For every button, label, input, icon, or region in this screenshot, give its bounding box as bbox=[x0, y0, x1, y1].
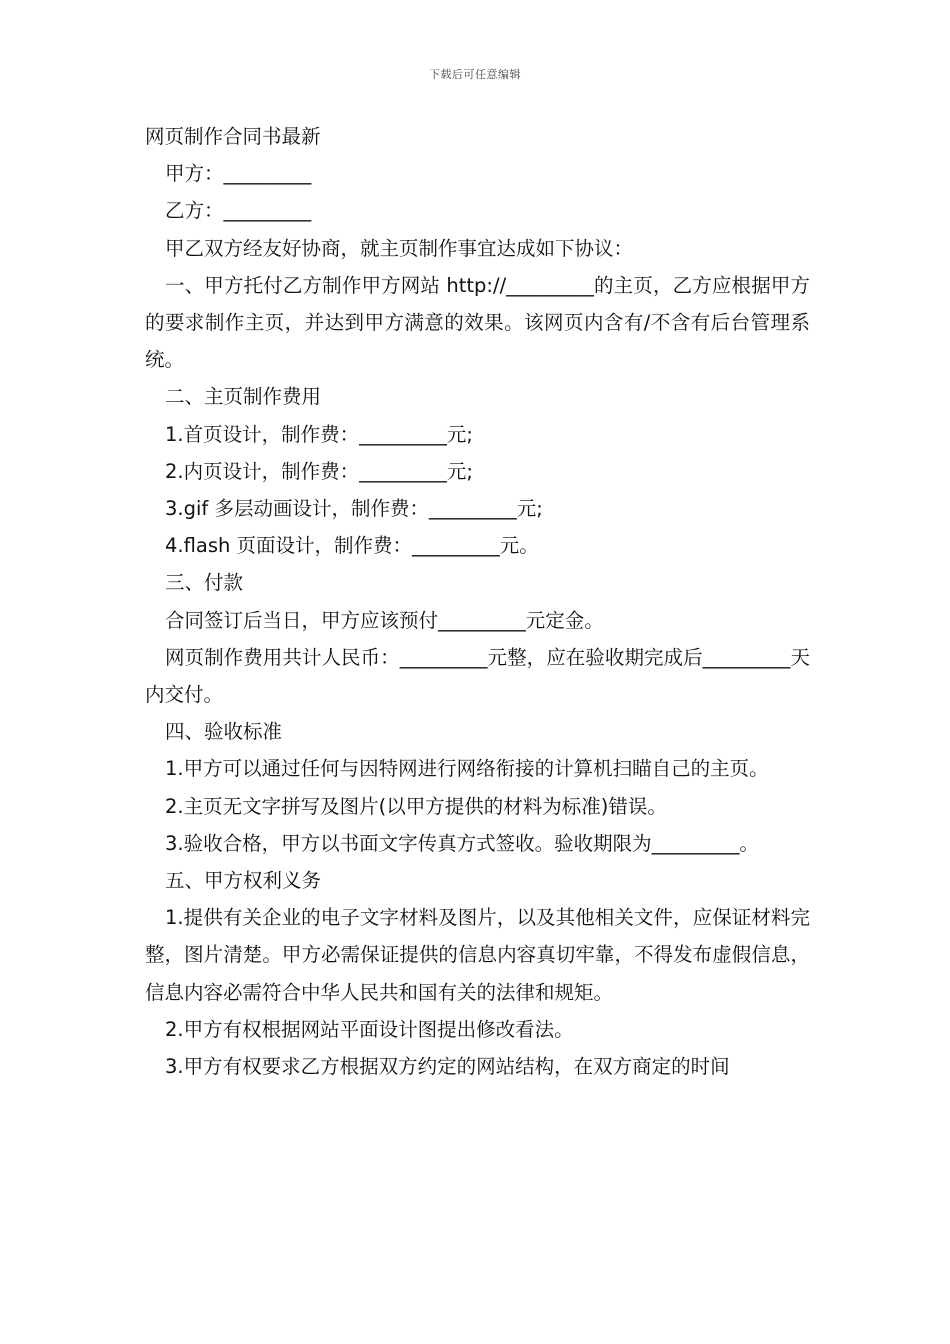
party-a-right-3: 3.甲方有权要求乙方根据双方约定的网站结构，在双方商定的时间 bbox=[165, 1055, 730, 1079]
fee-item-4: 4.flash 页面设计，制作费：_________元。 bbox=[165, 534, 539, 558]
section-3-heading: 三、付款 bbox=[165, 571, 244, 595]
document-title: 网页制作合同书最新 bbox=[145, 125, 321, 148]
acceptance-item-2: 2.主页无文字拼写及图片(以甲方提供的材料为标准)错误。 bbox=[165, 794, 667, 818]
fee-item-3: 3.gif 多层动画设计，制作费：_________元; bbox=[165, 497, 543, 521]
party-b-line: 乙方：_________ bbox=[165, 199, 312, 223]
payment-deposit: 合同签订后当日，甲方应该预付_________元定金。 bbox=[165, 608, 604, 632]
section-4-heading: 四、验收标准 bbox=[165, 720, 283, 744]
agreement-intro: 甲乙双方经友好协商，就主页制作事宜达成如下协议： bbox=[165, 236, 634, 260]
party-a-right-2: 2.甲方有权根据网站平面设计图提出修改看法。 bbox=[165, 1017, 574, 1041]
contract-document bbox=[145, 118, 810, 1085]
acceptance-item-3: 3.验收合格，甲方以书面文字传真方式签收。验收期限为_________。 bbox=[165, 831, 759, 855]
clause-1-scope: 一、甲方托付乙方制作甲方网站 http://_________的主页，乙方应根据甲方的要求制作主页，并达到甲方满意的效果。该网页内含有/不含有后台管理系统。 bbox=[145, 273, 810, 372]
payment-total: 网页制作费用共计人民币：_________元整，应在验收期完成后_________天内交付。 bbox=[145, 645, 810, 707]
fee-item-1: 1.首页设计，制作费：_________元; bbox=[165, 422, 473, 446]
acceptance-item-1: 1.甲方可以通过任何与因特网进行网络衔接的计算机扫瞄自己的主页。 bbox=[165, 757, 769, 781]
section-2-heading: 二、主页制作费用 bbox=[165, 385, 322, 409]
section-5-heading: 五、甲方权利义务 bbox=[165, 869, 322, 893]
party-a-right-1: 1.提供有关企业的电子文字材料及图片，以及其他相关文件，应保证材料完整，图片清楚。甲方必需保证提供的信息内容真切牢靠，不得发布虚假信息，信息内容必需符合中华人民共和国有关的法律和规矩。 bbox=[145, 906, 810, 1004]
page-header-note: 下载后可任意编辑 bbox=[429, 68, 521, 81]
fee-item-2: 2.内页设计，制作费：_________元; bbox=[165, 459, 473, 483]
party-a-line: 甲方：_________ bbox=[165, 162, 312, 186]
